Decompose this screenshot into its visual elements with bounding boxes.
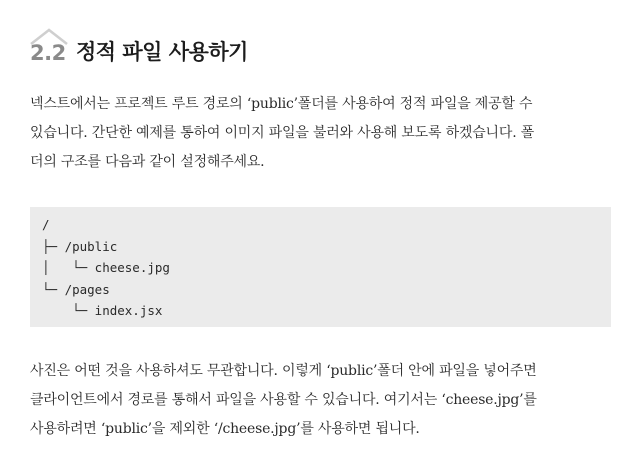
- explanation-paragraph: [30, 357, 620, 444]
- folder-structure-code-block: [30, 207, 611, 327]
- intro-paragraph: [30, 90, 620, 177]
- code-line: │ └─ cheese.jpg: [42, 260, 170, 275]
- section-title: 정적 파일 사용하기: [76, 40, 248, 64]
- section-header: [30, 22, 248, 68]
- paragraph-line: 사용하려면 ‘public’을 제외한 ‘/cheese.jpg’를 사용하면 됩니다.: [30, 421, 420, 437]
- paragraph-line: 더의 구조를 다음과 같이 설정해주세요.: [30, 154, 265, 170]
- paragraph-line: 사진은 어떤 것을 사용하셔도 무관합니다. 이렇게 ‘public’폴더 안에 파일을 넣어주면: [30, 363, 537, 379]
- code-line: ├─ /public: [42, 238, 118, 254]
- paragraph-line: 클라이언트에서 경로를 통해서 파일을 사용할 수 있습니다. 여기서는 ‘cheese.jpg’를: [30, 392, 537, 408]
- code-line: /: [42, 217, 50, 232]
- paragraph-line: 넥스트에서는 프로젝트 루트 경로의 ‘public’폴더를 사용하여 정적 파일을 제공할 수: [30, 96, 533, 112]
- section-number-badge: [30, 28, 68, 68]
- code-line: └─ index.jsx: [42, 303, 163, 318]
- code-line: └─ /pages: [42, 281, 110, 297]
- section-number: 2.2: [30, 41, 66, 65]
- paragraph-line: 있습니다. 간단한 예제를 통하여 이미지 파일을 불러와 사용해 보도록 하겠습니다. 폴: [30, 125, 535, 141]
